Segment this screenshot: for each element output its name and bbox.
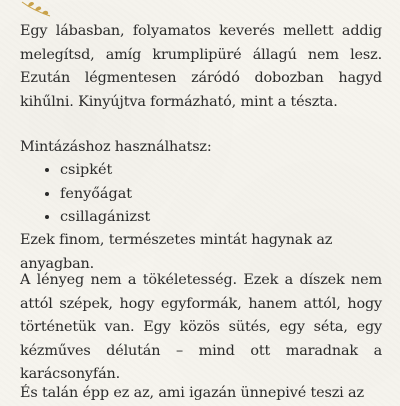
list-item: • csipkét xyxy=(60,159,150,183)
paragraph-instructions: Egy lábasban, folyamatos keverés mellett addig melegítsd, amíg krumplipüré állagú nem lesz. Ezután légmentesen záródó dobozban hagyd kihűlni. Kinyújtva formázható, mint a tészta. xyxy=(20,23,382,110)
paragraph-meaning: A lényeg nem a tökéletesség. Ezek a díszek nem attól szépek, hogy egyformák, hanem attól, hogy történetük van. Egy közös sütés, egy séta, egy kézműves délután – mind ott maradnak a karácsonyfán. xyxy=(20,272,382,382)
pattern-intro: Mintázáshoz használhatsz: xyxy=(20,139,212,155)
list-item: • csillagánizst xyxy=(60,206,150,230)
paragraph-closing: És talán épp ez az, ami igazán ünnepivé teszi az xyxy=(20,385,364,401)
pattern-note: Ezek finom, természetes mintát hagynak az anyagban. xyxy=(20,232,333,272)
list-item: • fenyőágat xyxy=(60,183,150,207)
pattern-list xyxy=(38,159,150,230)
